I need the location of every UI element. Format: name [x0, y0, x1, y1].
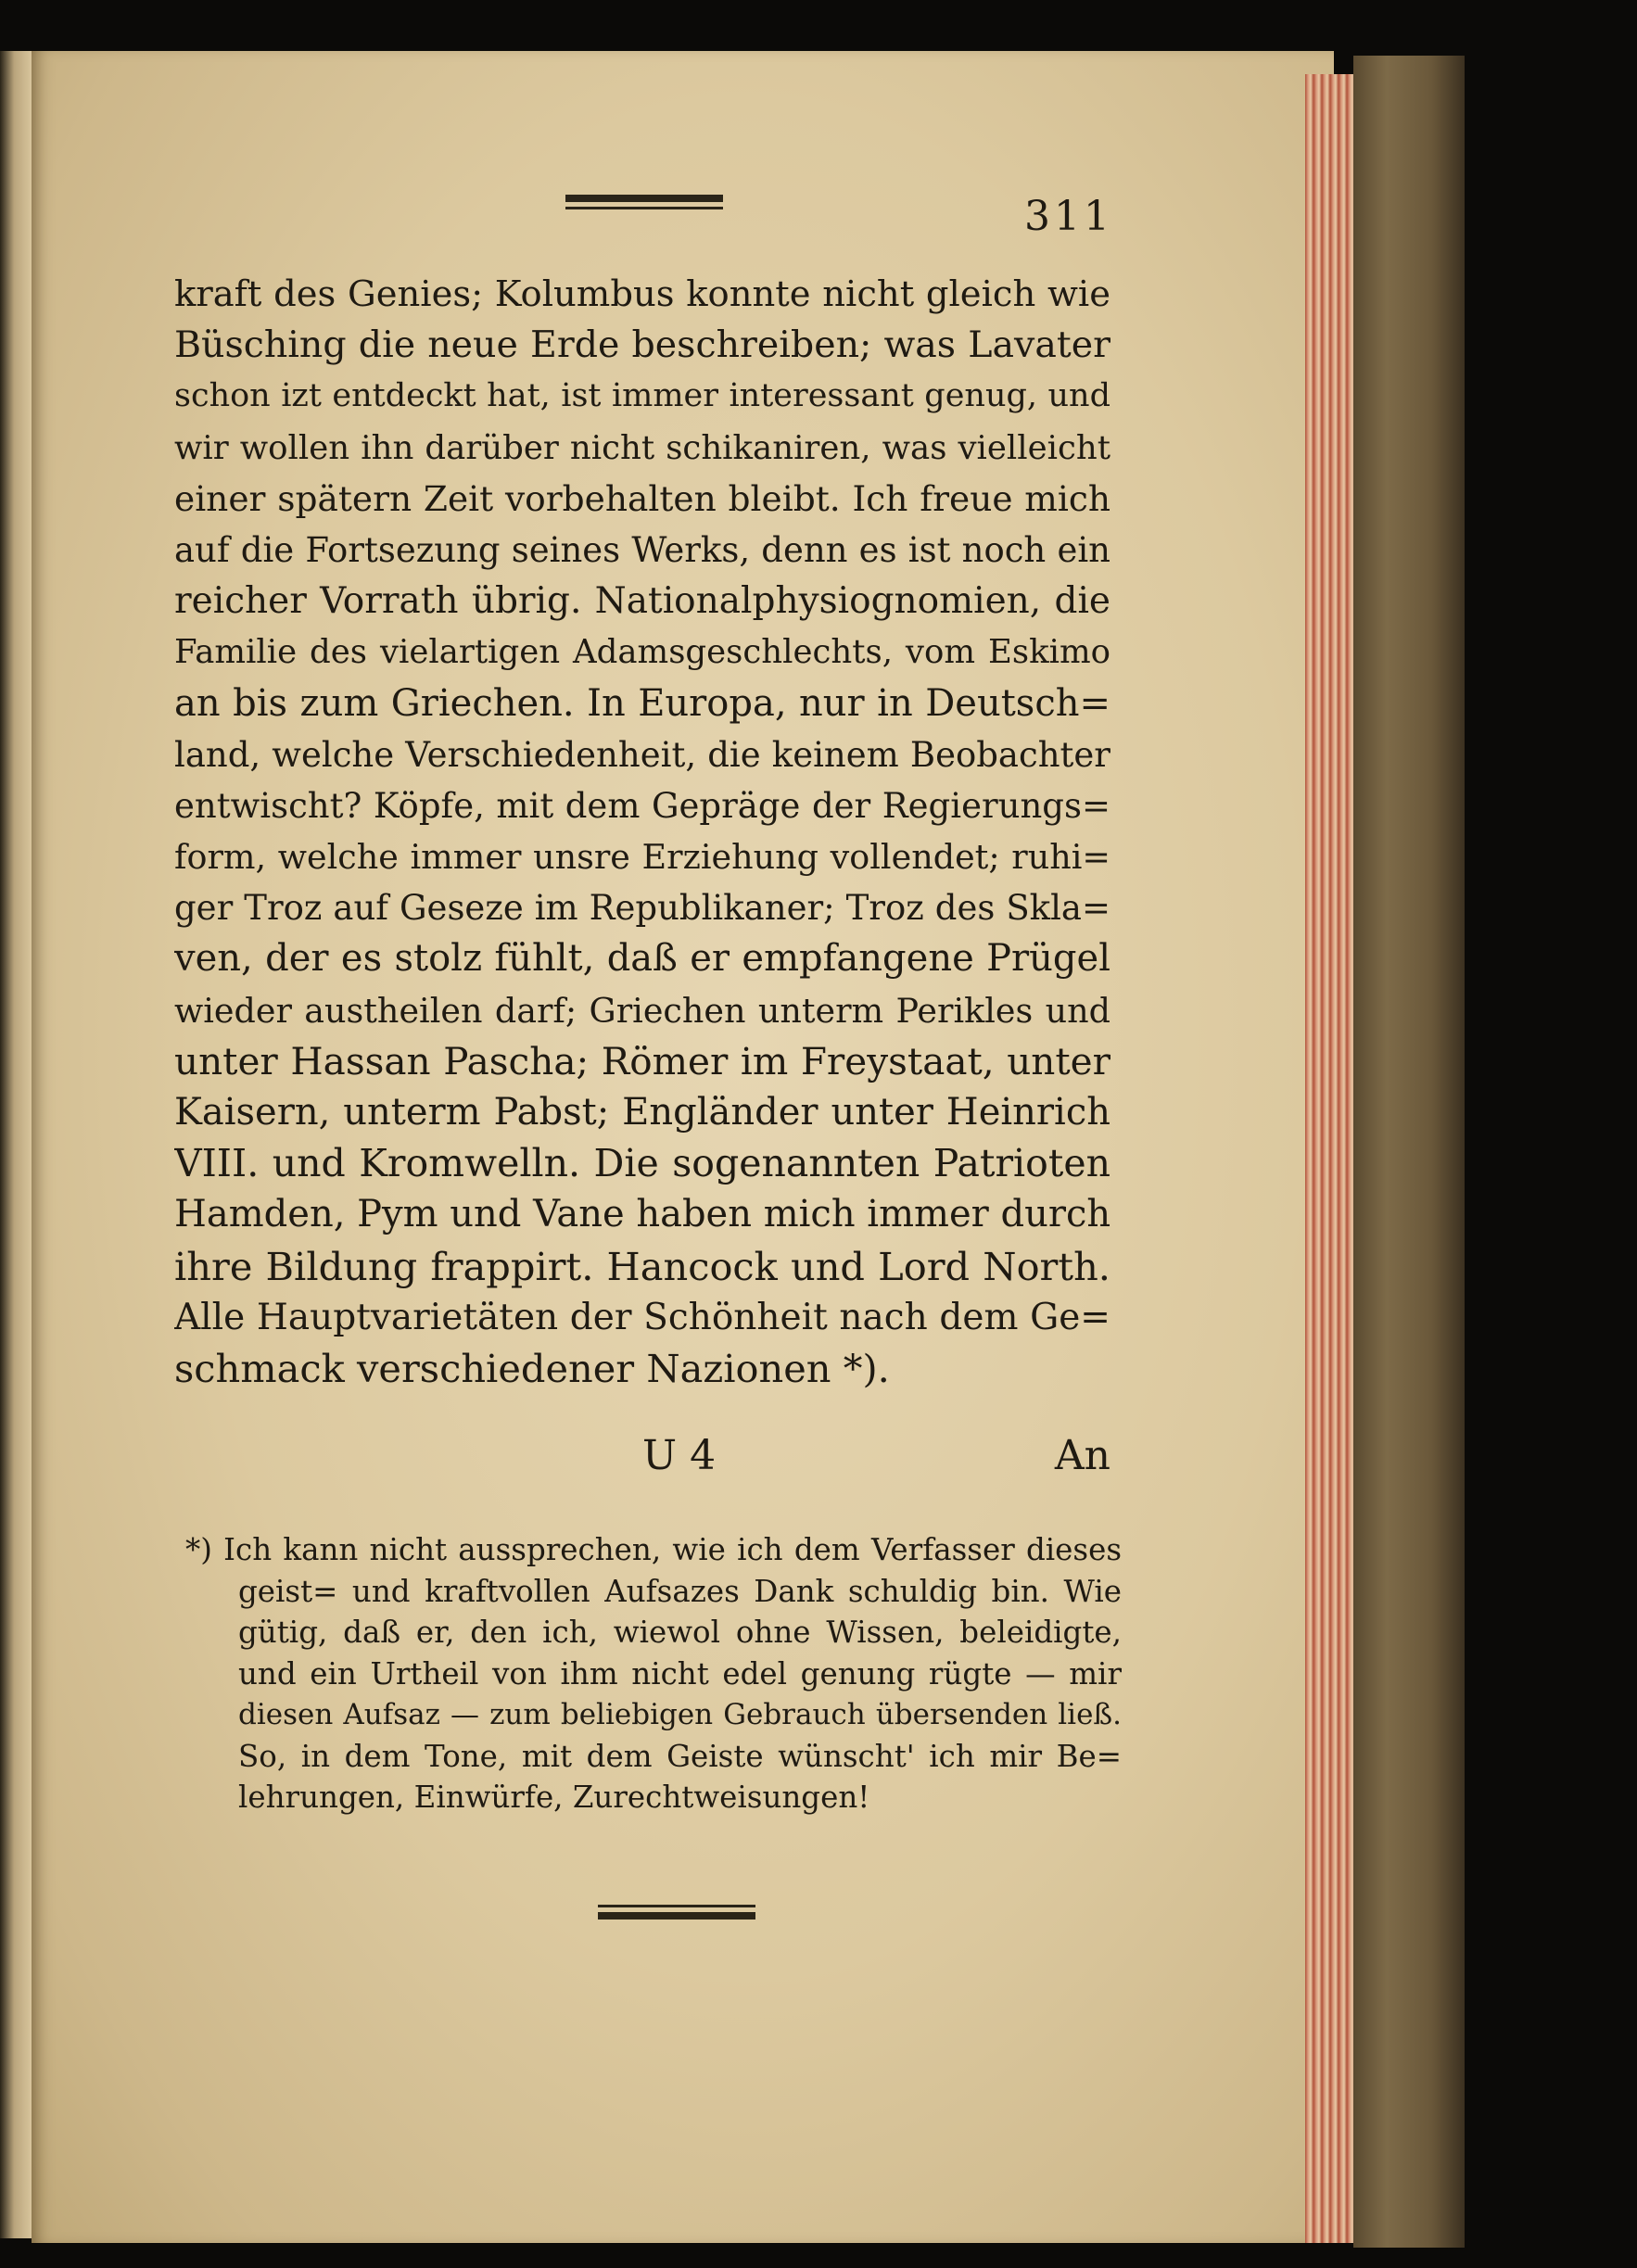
text-line: ihre Bildung frappirt. Hancock und Lord North. — [174, 1243, 1110, 1289]
header-double-rule — [565, 195, 723, 213]
text-line: entwischt? Köpfe, mit dem Gepräge der Regierungs= — [174, 785, 1110, 826]
text-line: land, welche Verschiedenheit, die keinem Beobachter — [174, 734, 1110, 775]
text-line: wir wollen ihn darüber nicht schikaniren, was vielleicht — [174, 428, 1110, 467]
text-line: ger Troz auf Geseze im Republikaner; Troz des Skla= — [174, 888, 1110, 929]
text-line: ven, der es stolz fühlt, daß er empfangene Prügel — [174, 937, 1110, 981]
body-text — [174, 269, 1110, 1394]
page-number: 311 — [1024, 193, 1113, 240]
text-line: wieder austheilen darf; Griechen unterm Perikles und — [174, 990, 1110, 1031]
page-block-edges — [1305, 74, 1357, 2243]
footnote-line: diesen Aufsaz — zum beliebigen Gebrauch übersenden ließ. — [238, 1698, 1122, 1731]
footnote-line: So, in dem Tone, mit dem Geiste wünscht' ich mir Be= — [238, 1738, 1122, 1774]
footnote-line: *) Ich kann nicht aussprechen, wie ich dem Verfasser dieses — [185, 1532, 1122, 1567]
footnote-line: gütig, daß er, den ich, wiewol ohne Wissen, beleidigte, — [238, 1615, 1122, 1650]
text-line: Alle Hauptvarietäten der Schönheit nach dem Ge= — [174, 1296, 1110, 1338]
facing-page-edge — [0, 51, 33, 2238]
footer-double-rule — [598, 1905, 755, 1925]
text-line: Familie des vielartigen Adamsgeschlechts, vom Eskimo — [174, 633, 1110, 672]
footnote-line: und ein Urtheil von ihm nicht edel genung rügte — mir — [238, 1655, 1122, 1691]
text-line: an bis zum Griechen. In Europa, nur in Deutsch= — [174, 681, 1110, 725]
signature-line — [174, 1432, 1110, 1488]
text-line: reicher Vorrath übrig. Nationalphysiognomien, die — [174, 580, 1110, 623]
catchword: An — [1054, 1432, 1110, 1479]
text-line: auf die Fortsezung seines Werks, denn es ist noch ein — [174, 529, 1110, 570]
text-line: schmack verschiedener Nazionen *). — [174, 1345, 890, 1391]
text-line: einer spätern Zeit vorbehalten bleibt. Ich freue mich — [174, 477, 1110, 519]
text-line: form, welche immer unsre Erziehung vollendet; ruhi= — [174, 837, 1110, 878]
text-line: Büsching die neue Erde beschreiben; was Lavater — [174, 323, 1110, 367]
footnote-line: lehrungen, Einwürfe, Zurechtweisungen! — [238, 1780, 870, 1815]
footnote — [185, 1529, 1122, 1818]
text-line: Hamden, Pym und Vane haben mich immer durch — [174, 1193, 1110, 1236]
printer-signature: U 4 — [642, 1432, 717, 1479]
text-line: unter Hassan Pascha; Römer im Freystaat, unter — [174, 1038, 1110, 1083]
text-line: VIII. und Kromwelln. Die sogenannten Patrioten — [174, 1141, 1110, 1186]
footnote-line: geist= und kraftvollen Aufsazes Dank schuldig bin. Wie — [238, 1573, 1122, 1609]
text-line: kraft des Genies; Kolumbus konnte nicht gleich wie — [174, 273, 1110, 315]
text-line: Kaisern, unterm Pabst; Engländer unter Heinrich — [174, 1091, 1110, 1134]
book-cover-board — [1353, 56, 1465, 2248]
text-line: schon izt entdeckt hat, ist immer interessant genug, und — [174, 377, 1110, 415]
